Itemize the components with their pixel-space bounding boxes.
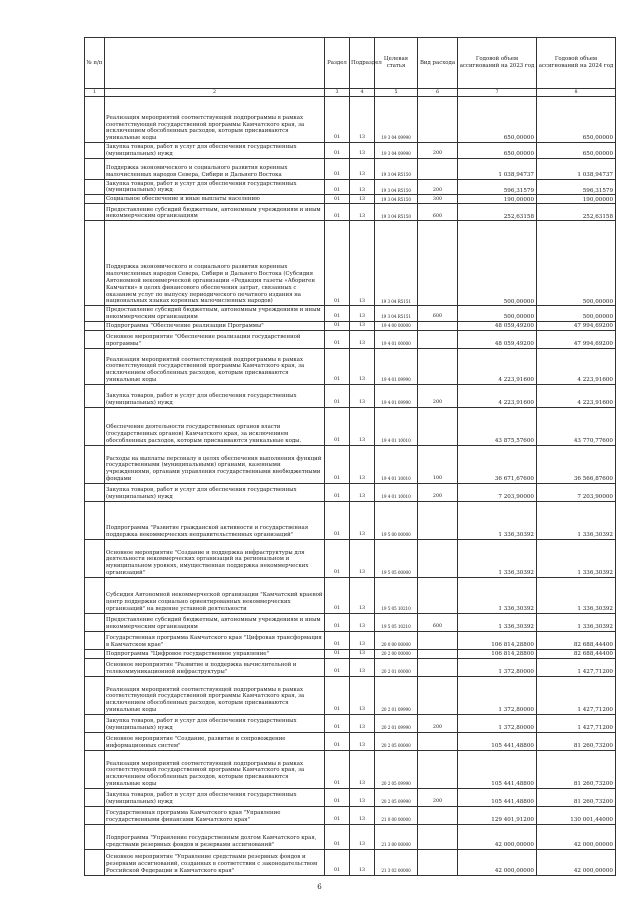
row-amount-2024: 130 001,44000	[537, 806, 616, 824]
row-amount-2023: 1 038,94737	[458, 158, 537, 179]
row-razdel: 01	[325, 158, 350, 179]
row-podrazdel: 13	[350, 348, 375, 384]
row-amount-2023: 105 441,48800	[458, 732, 537, 750]
row-target-code: 19 3 04 R5150	[375, 195, 418, 204]
row-num	[85, 824, 105, 849]
row-vid	[418, 676, 458, 714]
row-amount-2023: 105 441,48800	[458, 750, 537, 788]
row-vid	[418, 97, 458, 143]
row-amount-2023: 48 059,49200	[458, 321, 537, 330]
row-amount-2023: 1 336,30392	[458, 539, 537, 577]
row-vid	[418, 750, 458, 788]
row-podrazdel: 13	[350, 221, 375, 306]
row-podrazdel: 13	[350, 483, 375, 501]
row-podrazdel: 13	[350, 330, 375, 348]
row-razdel: 01	[325, 824, 350, 849]
table-row	[85, 483, 616, 501]
table-row	[85, 445, 616, 483]
table-row	[85, 158, 616, 179]
row-razdel: 01	[325, 577, 350, 613]
row-amount-2023: 650,00000	[458, 97, 537, 143]
row-amount-2024: 4 223,91600	[537, 384, 616, 407]
row-amount-2024: 1 427,71200	[537, 676, 616, 714]
row-amount-2023: 43 875,57600	[458, 407, 537, 445]
row-target-code: 19 4 01 09990	[375, 384, 418, 407]
row-name: Закупка товаров, работ и услуг для обеспечения государственных (муниципальных) нужд	[105, 483, 325, 501]
row-vid	[418, 158, 458, 179]
row-podrazdel: 13	[350, 806, 375, 824]
row-target-code: 19 4 01 09990	[375, 348, 418, 384]
row-num	[85, 577, 105, 613]
row-amount-2023: 4 223,91600	[458, 348, 537, 384]
row-podrazdel: 13	[350, 501, 375, 539]
row-target-code: 21 3 00 00000	[375, 824, 418, 849]
row-target-code: 19 3 04 R5150	[375, 158, 418, 179]
row-target-code: 19 5 05 00000	[375, 539, 418, 577]
table-row	[85, 407, 616, 445]
row-razdel: 01	[325, 849, 350, 875]
row-amount-2024: 43 770,77600	[537, 407, 616, 445]
row-amount-2023: 1 336,30392	[458, 501, 537, 539]
row-name: Закупка товаров, работ и услуг для обеспечения государственных (муниципальных) нужд	[105, 714, 325, 732]
row-amount-2023: 1 372,80000	[458, 658, 537, 676]
row-name: Реализация мероприятий соответствующей подпрограммы в рамках соответствующей государственной программы Камчатского края, за исключением обособленных расходов, которым присваиваются уникальные коды	[105, 97, 325, 143]
col-number: 8	[537, 89, 616, 97]
row-amount-2023: 650,00000	[458, 143, 537, 159]
col-number: 4	[350, 89, 375, 97]
row-name: Подпрограмма "Обеспечение реализации Программы"	[105, 321, 325, 330]
row-target-code: 19 4 01 10010	[375, 445, 418, 483]
row-name: Реализация мероприятий соответствующей подпрограммы в рамках соответствующей государственной программы Камчатского края, за исключением обособленных расходов, которым присваиваются уникальные коды	[105, 676, 325, 714]
row-podrazdel: 13	[350, 195, 375, 204]
row-target-code: 20 2 05 00000	[375, 732, 418, 750]
header-num: № п/п	[85, 38, 105, 89]
row-name: Предоставление субсидий бюджетным, автономным учреждениям и иным некоммерческим организациям	[105, 306, 325, 322]
row-podrazdel: 13	[350, 321, 375, 330]
row-amount-2023: 190,00000	[458, 195, 537, 204]
row-podrazdel: 13	[350, 649, 375, 658]
row-amount-2023: 48 059,49200	[458, 330, 537, 348]
row-amount-2024: 47 994,69200	[537, 330, 616, 348]
row-vid: 200	[418, 714, 458, 732]
table-row	[85, 788, 616, 806]
row-vid	[418, 806, 458, 824]
row-razdel: 01	[325, 204, 350, 221]
table-row	[85, 676, 616, 714]
row-vid: 100	[418, 445, 458, 483]
row-name: Основное мероприятие "Обеспечение реализации государственной программы"	[105, 330, 325, 348]
row-amount-2023: 1 372,80000	[458, 676, 537, 714]
row-target-code: 19 5 05 10210	[375, 613, 418, 631]
row-razdel: 01	[325, 613, 350, 631]
table-row	[85, 539, 616, 577]
row-num	[85, 788, 105, 806]
column-number-row	[85, 89, 616, 97]
row-podrazdel: 13	[350, 732, 375, 750]
row-num	[85, 179, 105, 195]
row-podrazdel: 13	[350, 631, 375, 649]
row-name: Предоставление субсидий бюджетным, автономным учреждениям и иным некоммерческим организациям	[105, 613, 325, 631]
row-amount-2024: 7 203,90000	[537, 483, 616, 501]
row-target-code: 20 2 01 09990	[375, 714, 418, 732]
row-razdel: 01	[325, 658, 350, 676]
row-razdel: 01	[325, 750, 350, 788]
row-podrazdel: 13	[350, 384, 375, 407]
row-num	[85, 649, 105, 658]
row-num	[85, 143, 105, 159]
row-target-code: 20 2 05 09990	[375, 750, 418, 788]
row-razdel: 01	[325, 143, 350, 159]
row-podrazdel: 13	[350, 306, 375, 322]
row-amount-2024: 650,00000	[537, 143, 616, 159]
row-name: Государственная программа Камчатского края "Цифровая трансформация в Камчатском крае"	[105, 631, 325, 649]
col-number: 2	[105, 89, 325, 97]
row-razdel: 01	[325, 539, 350, 577]
row-amount-2024: 500,00000	[537, 221, 616, 306]
row-num	[85, 445, 105, 483]
row-target-code: 19 5 05 10210	[375, 577, 418, 613]
header-y2023: Годовой объем ассигнований на 2023 год	[458, 38, 537, 89]
row-num	[85, 158, 105, 179]
row-target-code: 20 2 05 09990	[375, 788, 418, 806]
row-amount-2024: 190,00000	[537, 195, 616, 204]
row-razdel: 01	[325, 195, 350, 204]
row-vid: 200	[418, 179, 458, 195]
row-name: Обеспечение деятельности государственных органов власти (государственных органов) Камчатского края, за исключением обособленных расходов, которым присваиваются уникальные коды.	[105, 407, 325, 445]
header-razdel: Раздел	[325, 38, 350, 89]
row-podrazdel: 13	[350, 824, 375, 849]
row-podrazdel: 13	[350, 613, 375, 631]
row-name: Закупка товаров, работ и услуг для обеспечения государственных (муниципальных) нужд	[105, 384, 325, 407]
table-row	[85, 806, 616, 824]
row-vid: 200	[418, 788, 458, 806]
table-row	[85, 849, 616, 875]
row-vid: 300	[418, 195, 458, 204]
row-amount-2024: 500,00000	[537, 306, 616, 322]
row-podrazdel: 13	[350, 179, 375, 195]
row-target-code: 19 3 04 R5151	[375, 306, 418, 322]
row-razdel: 01	[325, 631, 350, 649]
table-row	[85, 714, 616, 732]
row-amount-2024: 4 223,91600	[537, 348, 616, 384]
row-name: Подпрограмма "Цифровое государственное управление"	[105, 649, 325, 658]
row-num	[85, 732, 105, 750]
row-num	[85, 348, 105, 384]
row-num	[85, 501, 105, 539]
row-name: Расходы на выплаты персоналу в целях обеспечения выполнения функций государственными (муниципальными) органами, казенными учреждениями, органами управления государственными внебюджетными фондами	[105, 445, 325, 483]
header-podrazdel: Подраздел	[350, 38, 375, 89]
row-amount-2023: 1 336,30392	[458, 613, 537, 631]
row-podrazdel: 13	[350, 577, 375, 613]
row-podrazdel: 13	[350, 750, 375, 788]
row-num	[85, 806, 105, 824]
row-num	[85, 631, 105, 649]
row-razdel: 01	[325, 732, 350, 750]
row-vid	[418, 330, 458, 348]
row-razdel: 01	[325, 179, 350, 195]
row-amount-2023: 500,00000	[458, 221, 537, 306]
table-row	[85, 221, 616, 306]
row-target-code: 19 4 01 10010	[375, 483, 418, 501]
row-razdel: 01	[325, 321, 350, 330]
header-vid: Вид расхода	[418, 38, 458, 89]
row-name: Поддержка экономического и социального развития коренных малочисленных народов Севера, Сибири и Дальнего Востока	[105, 158, 325, 179]
row-target-code: 20 2 00 00000	[375, 649, 418, 658]
row-num	[85, 849, 105, 875]
row-podrazdel: 13	[350, 788, 375, 806]
row-name: Подпрограмма "Управление государственным долгом Камчатского края, средствами резервных фондов и резервами ассигнований"	[105, 824, 325, 849]
row-razdel: 01	[325, 788, 350, 806]
row-name: Социальное обеспечение и иные выплаты населению	[105, 195, 325, 204]
row-target-code: 21 3 02 00000	[375, 849, 418, 875]
row-razdel: 01	[325, 306, 350, 322]
row-amount-2023: 7 203,90000	[458, 483, 537, 501]
row-podrazdel: 13	[350, 158, 375, 179]
row-podrazdel: 13	[350, 539, 375, 577]
row-name: Предоставление субсидий бюджетным, автономным учреждениям и иным некоммерческим организациям	[105, 204, 325, 221]
row-razdel: 01	[325, 649, 350, 658]
row-amount-2024: 596,31579	[537, 179, 616, 195]
row-vid	[418, 649, 458, 658]
row-name: Закупка товаров, работ и услуг для обеспечения государственных (муниципальных) нужд	[105, 788, 325, 806]
row-vid: 600	[418, 204, 458, 221]
row-amount-2023: 4 223,91600	[458, 384, 537, 407]
row-razdel: 01	[325, 330, 350, 348]
row-podrazdel: 13	[350, 407, 375, 445]
row-vid	[418, 501, 458, 539]
row-amount-2024: 36 566,87600	[537, 445, 616, 483]
row-amount-2024: 1 427,71200	[537, 658, 616, 676]
table-row	[85, 306, 616, 322]
row-name: Основное мероприятие "Создание, развитие и сопровождение информационных систем"	[105, 732, 325, 750]
row-num	[85, 306, 105, 322]
budget-table-sheet	[84, 37, 615, 876]
row-target-code: 19 3 04 09990	[375, 97, 418, 143]
table-row	[85, 649, 616, 658]
row-num	[85, 384, 105, 407]
row-vid	[418, 539, 458, 577]
row-amount-2024: 1 336,30392	[537, 539, 616, 577]
col-number: 5	[375, 89, 418, 97]
row-name: Закупка товаров, работ и услуг для обеспечения государственных (муниципальных) нужд	[105, 143, 325, 159]
row-razdel: 01	[325, 714, 350, 732]
row-num	[85, 676, 105, 714]
row-podrazdel: 13	[350, 204, 375, 221]
row-target-code: 19 3 04 R5151	[375, 221, 418, 306]
row-amount-2024: 1 038,94737	[537, 158, 616, 179]
row-amount-2023: 596,31579	[458, 179, 537, 195]
row-num	[85, 330, 105, 348]
row-amount-2023: 106 814,28800	[458, 649, 537, 658]
row-podrazdel: 13	[350, 714, 375, 732]
row-num	[85, 613, 105, 631]
row-name: Поддержка экономического и социального развития коренных малочисленных народов Севера, Сибири и Дальнего Востока (Субсидия Автономной некоммерческой организации «Редакция газеты «Абориген Камчатки» в целях финансового обеспечения затрат, связанных с оказанием услуг по выпуску периодического печатного издания на национальных языках коренных малочисленных народов)	[105, 221, 325, 306]
row-name: Основное мероприятие "Создание и поддержка инфраструктуры для деятельности некоммерческих организаций на региональном и муниципальном уровнях, имущественная поддержка некоммерческих организаций"	[105, 539, 325, 577]
row-name: Основное мероприятие "Развитие и поддержка вычислительной и телекоммуникационной инфраструктуры"	[105, 658, 325, 676]
row-amount-2023: 252,63158	[458, 204, 537, 221]
budget-table	[84, 37, 616, 876]
row-razdel: 01	[325, 501, 350, 539]
row-podrazdel: 13	[350, 97, 375, 143]
table-row	[85, 179, 616, 195]
header-name	[105, 38, 325, 89]
row-amount-2023: 42 000,00000	[458, 849, 537, 875]
row-amount-2023: 42 000,00000	[458, 824, 537, 849]
row-vid	[418, 321, 458, 330]
row-vid	[418, 407, 458, 445]
row-num	[85, 97, 105, 143]
row-podrazdel: 13	[350, 445, 375, 483]
row-amount-2023: 129 401,91200	[458, 806, 537, 824]
row-razdel: 01	[325, 384, 350, 407]
table-row	[85, 631, 616, 649]
row-name: Основное мероприятие "Управление средствами резервных фондов и резервами ассигнований, созданных в соответствии с законодательством Российской Федерации и Камчатского края"	[105, 849, 325, 875]
row-vid	[418, 658, 458, 676]
row-target-code: 19 4 00 00000	[375, 321, 418, 330]
table-row	[85, 321, 616, 330]
row-num	[85, 483, 105, 501]
row-vid	[418, 577, 458, 613]
table-row	[85, 750, 616, 788]
col-number: 3	[325, 89, 350, 97]
row-target-code: 19 3 04 R5150	[375, 204, 418, 221]
row-razdel: 01	[325, 97, 350, 143]
row-vid: 600	[418, 306, 458, 322]
table-row	[85, 143, 616, 159]
row-num	[85, 750, 105, 788]
row-razdel: 01	[325, 348, 350, 384]
row-num	[85, 204, 105, 221]
page-number: 6	[317, 883, 322, 891]
row-podrazdel: 13	[350, 658, 375, 676]
row-razdel: 01	[325, 806, 350, 824]
col-number: 1	[85, 89, 105, 97]
table-row	[85, 384, 616, 407]
row-num	[85, 195, 105, 204]
row-amount-2024: 252,63158	[537, 204, 616, 221]
row-target-code: 19 4 01 10010	[375, 407, 418, 445]
table-row	[85, 577, 616, 613]
table-row	[85, 204, 616, 221]
row-name: Государственная программа Камчатского края "Управление государственными финансами Камчатского края"	[105, 806, 325, 824]
row-num	[85, 321, 105, 330]
header-target: Целевая статья	[375, 38, 418, 89]
row-amount-2024: 1 336,30392	[537, 501, 616, 539]
row-amount-2024: 1 336,30392	[537, 577, 616, 613]
row-razdel: 01	[325, 407, 350, 445]
row-podrazdel: 13	[350, 143, 375, 159]
row-amount-2024: 650,00000	[537, 97, 616, 143]
table-row	[85, 348, 616, 384]
table-row	[85, 732, 616, 750]
table-row	[85, 330, 616, 348]
table-row	[85, 613, 616, 631]
row-vid	[418, 732, 458, 750]
col-number: 7	[458, 89, 537, 97]
table-row	[85, 97, 616, 143]
row-amount-2024: 47 994,69200	[537, 321, 616, 330]
row-podrazdel: 13	[350, 676, 375, 714]
row-vid: 200	[418, 483, 458, 501]
row-amount-2024: 1 427,71200	[537, 714, 616, 732]
row-amount-2024: 82 688,44400	[537, 631, 616, 649]
row-name: Реализация мероприятий соответствующей подпрограммы в рамках соответствующей государственной программы Камчатского края, за исключением обособленных расходов, которым присваиваются уникальные коды	[105, 750, 325, 788]
row-vid: 600	[418, 613, 458, 631]
row-num	[85, 221, 105, 306]
row-amount-2023: 105 441,48800	[458, 788, 537, 806]
row-vid	[418, 221, 458, 306]
row-amount-2023: 1 336,30392	[458, 577, 537, 613]
row-razdel: 01	[325, 221, 350, 306]
row-target-code: 19 5 00 00000	[375, 501, 418, 539]
row-target-code: 20 0 00 00000	[375, 631, 418, 649]
header-y2024: Годовой объем ассигнований на 2024 год	[537, 38, 616, 89]
row-num	[85, 539, 105, 577]
table-row	[85, 658, 616, 676]
row-amount-2024: 81 260,73200	[537, 732, 616, 750]
row-amount-2024: 81 260,73200	[537, 788, 616, 806]
row-name: Закупка товаров, работ и услуг для обеспечения государственных (муниципальных) нужд	[105, 179, 325, 195]
row-amount-2024: 42 000,00000	[537, 849, 616, 875]
row-name: Реализация мероприятий соответствующей подпрограммы в рамках соответствующей государственной программы Камчатского края, за исключением обособленных расходов, которым присваиваются уникальные коды	[105, 348, 325, 384]
row-razdel: 01	[325, 676, 350, 714]
row-num	[85, 714, 105, 732]
row-vid: 200	[418, 143, 458, 159]
row-vid	[418, 849, 458, 875]
row-razdel: 01	[325, 483, 350, 501]
row-amount-2023: 106 814,28800	[458, 631, 537, 649]
row-vid	[418, 824, 458, 849]
row-num	[85, 658, 105, 676]
table-row	[85, 195, 616, 204]
row-amount-2024: 42 000,00000	[537, 824, 616, 849]
row-target-code: 20 2 01 00000	[375, 658, 418, 676]
table-header	[85, 38, 616, 89]
row-razdel: 01	[325, 445, 350, 483]
row-target-code: 20 2 01 09990	[375, 676, 418, 714]
row-amount-2023: 1 372,80000	[458, 714, 537, 732]
row-target-code: 19 3 04 R5150	[375, 179, 418, 195]
table-row	[85, 501, 616, 539]
row-vid	[418, 631, 458, 649]
row-amount-2023: 500,00000	[458, 306, 537, 322]
row-vid: 200	[418, 384, 458, 407]
row-vid	[418, 348, 458, 384]
row-target-code: 21 0 00 00000	[375, 806, 418, 824]
row-target-code: 19 4 01 00000	[375, 330, 418, 348]
row-amount-2024: 82 688,44400	[537, 649, 616, 658]
row-amount-2024: 1 336,30392	[537, 613, 616, 631]
row-name: Подпрограмма "Развитие гражданской активности и государственная поддержка некоммерческих неправительственных организаций"	[105, 501, 325, 539]
row-amount-2024: 81 260,73200	[537, 750, 616, 788]
col-number: 6	[418, 89, 458, 97]
row-target-code: 19 3 04 09990	[375, 143, 418, 159]
row-num	[85, 407, 105, 445]
row-name: Субсидия Автономной некоммерческой организации "Камчатский краевой центр поддержки социально ориентированных некоммерческих организаций" на ведение уставной деятельности	[105, 577, 325, 613]
table-row	[85, 824, 616, 849]
row-amount-2023: 36 671,67600	[458, 445, 537, 483]
row-podrazdel: 13	[350, 849, 375, 875]
